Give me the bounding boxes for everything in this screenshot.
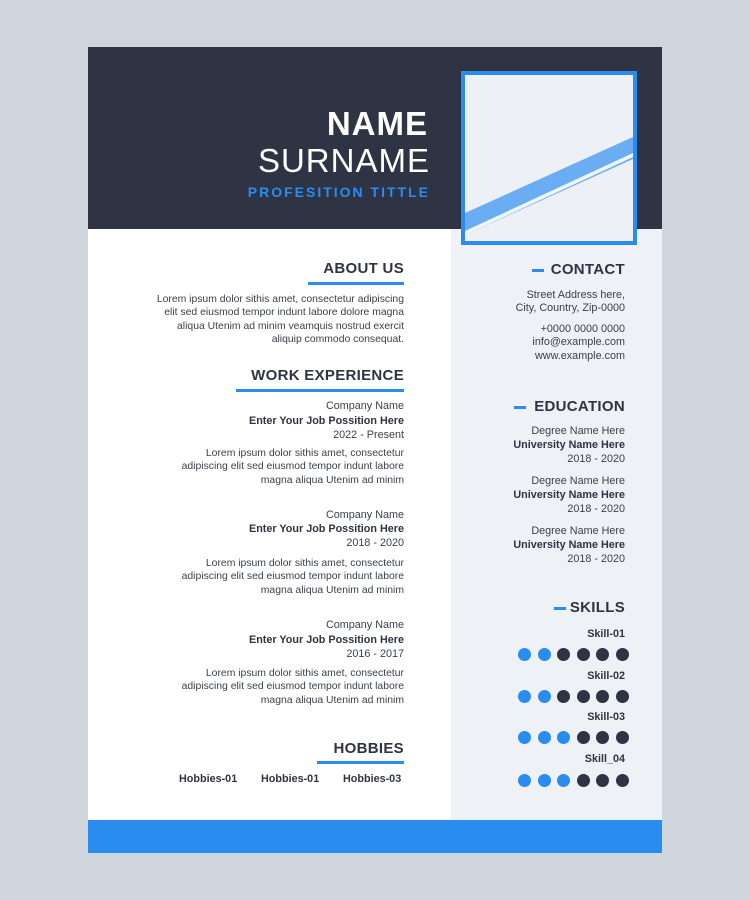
skill-dot-filled <box>538 648 551 661</box>
hobby-item: Hobbies-03 <box>343 773 402 785</box>
edu-university: University Name Here <box>513 489 625 501</box>
job-company: Company Name <box>325 619 404 631</box>
skill-dot-filled <box>518 690 531 703</box>
edu-degree: Degree Name Here <box>531 425 625 437</box>
hobby-item: Hobbies-01 <box>261 773 320 785</box>
desc-line: Lorem ipsum dolor sithis amet, consectetur <box>205 558 404 569</box>
job-company: Company Name <box>325 509 404 521</box>
skill-label: Skill-02 <box>587 670 625 682</box>
hobbies-title: HOBBIES <box>333 740 404 757</box>
about-underline <box>308 282 404 285</box>
photo-stripes-graphic <box>465 75 633 241</box>
skill-dot-filled <box>557 731 570 744</box>
first-name: NAME <box>326 105 428 142</box>
skill-dot-empty <box>596 774 609 787</box>
skill-dot-filled <box>518 731 531 744</box>
job-description <box>104 447 404 487</box>
surname: SURNAME <box>257 142 430 179</box>
about-line: Lorem ipsum dolor sithis amet, consectetur adipiscing <box>156 294 404 305</box>
resume-sheet <box>88 47 662 853</box>
skill-dot-filled <box>518 648 531 661</box>
skill-rating <box>518 648 629 661</box>
about-text <box>104 293 404 346</box>
skill-dot-filled <box>557 774 570 787</box>
edu-degree: Degree Name Here <box>531 525 625 537</box>
skill-dot-empty <box>616 690 629 703</box>
skill-dot-empty <box>577 774 590 787</box>
skill-dot-empty <box>577 648 590 661</box>
skill-rating <box>518 690 629 703</box>
desc-line: magna aliqua Utenim ad minim <box>260 584 404 596</box>
contact-address-line: Street Address here, <box>526 289 625 301</box>
profession-title: PROFESITION TITTLE <box>247 184 430 200</box>
skill-rating <box>518 774 629 787</box>
job-dates: 2016 - 2017 <box>346 648 404 660</box>
edu-university: University Name Here <box>513 439 625 451</box>
about-line: aliquip commodo consequat. <box>271 333 404 345</box>
skill-dot-empty <box>596 690 609 703</box>
skill-dot-filled <box>518 774 531 787</box>
skill-dot-filled <box>538 690 551 703</box>
contact-address-line: City, Country, Zip-0000 <box>515 302 625 314</box>
about-title: ABOUT US <box>323 260 404 277</box>
footer-bar <box>88 820 662 853</box>
skill-dot-empty <box>557 648 570 661</box>
about-line: elit sed eiusmod tempor indunt labore dolore magna <box>164 307 404 319</box>
skill-label: Skill-03 <box>587 711 625 723</box>
desc-line: magna aliqua Utenim ad minim <box>260 474 404 486</box>
hobby-item: Hobbies-01 <box>179 773 238 785</box>
contact-email: info@example.com <box>532 336 625 348</box>
work-title: WORK EXPERIENCE <box>251 367 404 384</box>
desc-line: adipiscing elit sed eiusmod tempor indunt labore <box>181 461 404 473</box>
job-position: Enter Your Job Possition Here <box>249 523 404 535</box>
contact-website: www.example.com <box>534 350 625 362</box>
edu-degree: Degree Name Here <box>531 475 625 487</box>
skill-dot-empty <box>616 774 629 787</box>
skill-dot-empty <box>596 731 609 744</box>
job-dates: 2022 - Present <box>333 429 404 441</box>
skills-dash <box>554 607 566 610</box>
work-underline <box>236 389 404 392</box>
contact-title: CONTACT <box>550 261 625 278</box>
skill-label: Skill_04 <box>584 753 625 765</box>
edu-years: 2018 - 2020 <box>567 503 625 515</box>
skill-dot-empty <box>577 731 590 744</box>
desc-line: Lorem ipsum dolor sithis amet, consectetur <box>205 448 404 459</box>
education-title: EDUCATION <box>534 398 625 415</box>
skill-dot-empty <box>616 731 629 744</box>
job-position: Enter Your Job Possition Here <box>249 415 404 427</box>
job-description <box>104 667 404 707</box>
skill-dot-empty <box>577 690 590 703</box>
skills-title: SKILLS <box>569 599 625 616</box>
hobbies-underline <box>317 761 404 764</box>
edu-university: University Name Here <box>513 539 625 551</box>
edu-years: 2018 - 2020 <box>567 553 625 565</box>
contact-dash <box>532 269 544 272</box>
about-line: aliqua Utenim ad minim veamquis nostrud exercit <box>177 320 404 332</box>
job-description <box>104 557 404 597</box>
job-company: Company Name <box>325 400 404 412</box>
skill-dot-filled <box>538 774 551 787</box>
photo-placeholder <box>461 71 637 245</box>
job-dates: 2018 - 2020 <box>346 537 404 549</box>
desc-line: adipiscing elit sed eiusmod tempor indunt labore <box>181 681 404 693</box>
skill-dot-empty <box>557 690 570 703</box>
skill-dot-empty <box>616 648 629 661</box>
skill-dot-empty <box>596 648 609 661</box>
desc-line: magna aliqua Utenim ad minim <box>260 694 404 706</box>
skill-dot-filled <box>538 731 551 744</box>
desc-line: adipiscing elit sed eiusmod tempor indunt labore <box>181 571 404 583</box>
skill-label: Skill-01 <box>587 628 625 640</box>
education-dash <box>514 406 526 409</box>
skill-rating <box>518 731 629 744</box>
contact-phone: +0000 0000 0000 <box>540 323 625 335</box>
desc-line: Lorem ipsum dolor sithis amet, consectetur <box>205 668 404 679</box>
edu-years: 2018 - 2020 <box>567 453 625 465</box>
job-position: Enter Your Job Possition Here <box>249 634 404 646</box>
